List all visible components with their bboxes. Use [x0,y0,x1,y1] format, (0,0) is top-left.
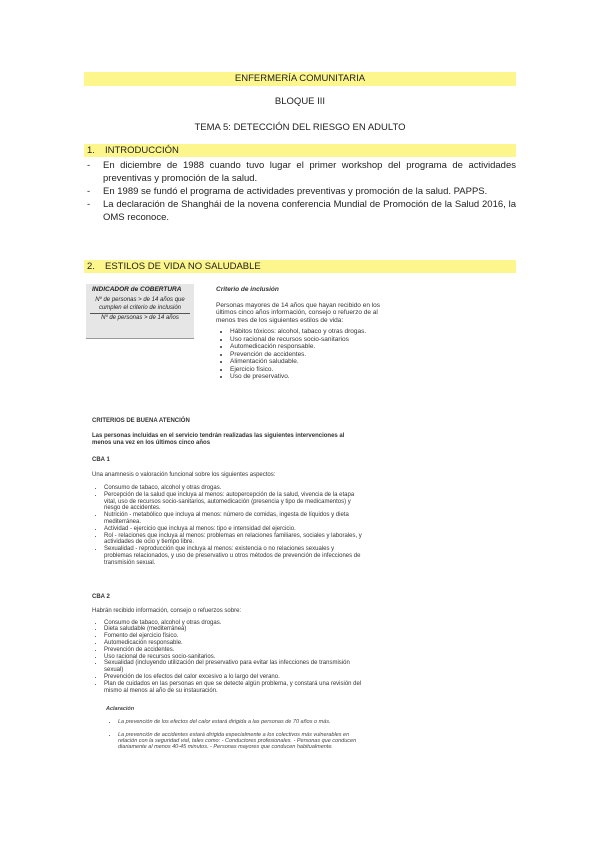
list-item: - En diciembre de 1988 cuando tuvo lugar el primer workshop del programa de actividades preventivas y promoción de la salud. [87,160,516,184]
section-title: INTRODUCCIÓN [105,145,179,156]
list-item: - La declaración de Shanghái de la novena conferencia Mundial de Promoción de la Salud 2016, la OMS reconoce. [87,199,516,223]
criteria-block [92,418,362,567]
block-label: BLOQUE III [274,96,326,107]
list-item: • Uso racional de recursos socio-sanitarios. [104,654,362,661]
section-number: 2. [87,261,95,272]
list-item: • Ejercicio físico. [230,366,396,374]
clarification-note [106,706,366,756]
topic-title: TEMA 5: DETECCIÓN DEL RIESGO EN ADULTO [194,122,406,133]
indicator-numerator: Nº de personas > de 14 años que cumplen el criterio de inclusión [95,297,185,311]
indicator-title: INDICADOR de COBERTURA [92,286,182,293]
list-item: • Nutrición - metabólico que incluya al menos: número de comidas, ingesta de líquidos y dieta mediterránea. [104,512,362,526]
list-item: • Prevención de accidentes. [104,647,362,654]
intro-bullet-list [84,159,516,224]
indicator-denominator: Nº de personas > de 14 años [101,315,179,321]
fraction-rule [90,313,190,314]
cba1-intro: Una anamnesis o valoración funcional sobre los siguientes aspectos: [92,472,276,479]
coverage-indicator-box [86,284,194,339]
list-item: • Hábitos tóxicos: alcohol, tabaco y otras drogas. [230,328,396,336]
list-item: • Alimentación saludable. [230,358,396,366]
note-title: Aclaración [106,706,135,712]
list-item: • Uso de preservativo. [230,373,396,381]
list-item: • Uso racional de recursos socio-sanitarios [230,336,396,344]
inclusion-list [216,328,396,381]
cba2-list [92,620,362,695]
list-item: • La prevención de accidentes estará dirigida especialmente a los colectivos más vulnerables en relación con la seguridad vial, tales como: - Conductores profesionales. - Personas que conducen diariamente al menos 40-45 minutos. - Personas mayores que conducen habitualmente. [118,732,366,751]
note-list [106,719,366,750]
list-item: • La prevención de los efectos del calor estará dirigida a las personas de 70 años o más. [118,719,366,725]
list-item: • Consumo de tabaco, alcohol y otras drogas. [104,620,362,627]
list-item: • Sexualidad (incluyendo utilización del preservativo para evitar las infecciones de transmisión sexual) [104,660,362,674]
list-item: • Fomento del ejercicio físico. [104,633,362,640]
list-item: • Rol - relaciones que incluya al menos: problemas en relaciones familiares, sociales y laborales, y actividades de ocio y tiempo libre. [104,533,362,547]
cba2-block [92,594,362,694]
list-item: • Automedicación responsable. [230,343,396,351]
inclusion-title: Criterio de inclusión [216,286,279,293]
list-item: • Consumo de tabaco, alcohol y otras drogas. [104,485,362,492]
list-item: • Percepción de la salud que incluya al menos: autopercepción de la salud, vivencia de la etapa vital, uso de recursos socio-sanitarios, automedicación (presencia y tipo de medicamentos) y riesgo de accidentes. [104,492,362,512]
inclusion-criterion [216,286,396,381]
criteria-subtitle: Las personas incluidas en el servicio tendrán realizadas las siguientes intervenciones al menos una vez en los últimos cinco años [92,432,345,446]
cba2-intro: Habrán recibido información, consejo o refuerzos sobre: [92,607,242,614]
criteria-title: CRITERIOS DE BUENA ATENCIÓN [92,418,190,424]
list-item: - En 1989 se fundó el programa de actividades preventivas y promoción de la salud. PAPPS. [87,186,488,197]
document-title: ENFERMERÍA COMUNITARIA [84,72,516,86]
cba2-title: CBA 2 [92,594,110,600]
list-item: • Prevención de los efectos del calor excesivo a lo largo del verano. [104,674,362,681]
cba1-title: CBA 1 [92,457,110,464]
list-item: • Prevención de accidentes. [230,351,396,359]
section-heading-introduccion [84,144,516,157]
list-item: • Actividad - ejercicio que incluya al menos: tipo e intensidad del ejercicio. [104,526,362,533]
list-item: • Automedicación responsable. [104,640,362,647]
list-item: • Dieta saludable (mediterránea) [104,626,362,633]
list-item: • Plan de cuidados en las personas en que se detecte algún problema, y constará una revisión del mismo al menos al año de su instauración. [104,681,362,695]
section-heading-estilos-de-vida [84,260,516,273]
section-title: ESTILOS DE VIDA NO SALUDABLE [105,261,261,272]
inclusion-text: Personas mayores de 14 años que hayan recibido en los últimos cinco años información, consejo o refuerzo de al menos tres de los siguientes estilos de vida: [216,301,381,324]
section-number: 1. [87,145,95,156]
cba1-list [92,485,362,567]
list-item: • Sexualidad - reproducción que incluya al menos: existencia o no relaciones sexuales y problemas relacionados, y uso de preservativo u otros métodos de prevención de infecciones de transmisión sexual. [104,546,362,566]
